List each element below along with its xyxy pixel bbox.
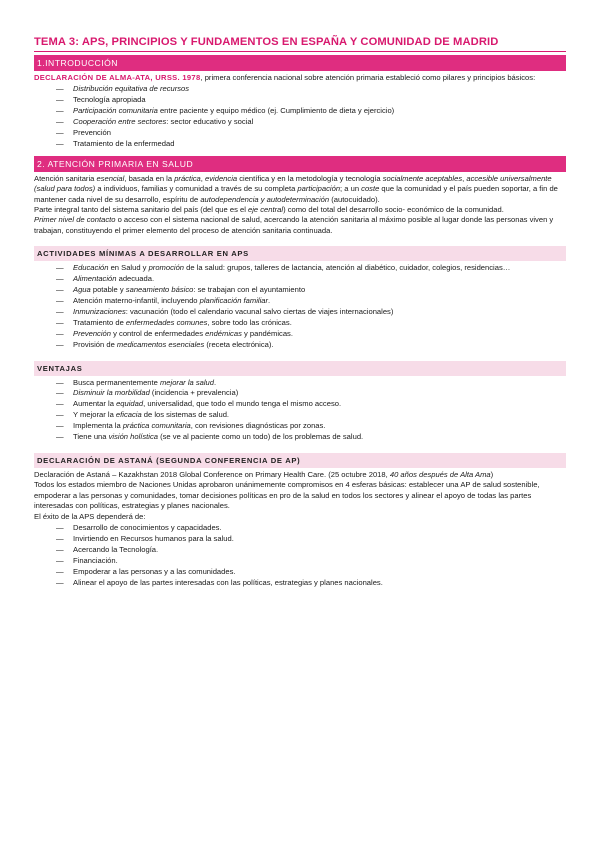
list-item: — Alinear el apoyo de las partes interesadas con las políticas, estrategias y planes nacionales. [56,578,566,589]
list-item: — Tiene una visión holística (se ve al paciente como un todo) de los problemas de salud. [56,432,566,443]
success-factors-list [34,523,566,588]
astana-success-label: El éxito de la APS dependerá de: [34,511,146,521]
list-item: — Tratamiento de la enfermedad [56,139,566,150]
section-heading-actividades: ACTIVIDADES MÍNIMAS A DESARROLLAR EN APS [34,246,566,261]
list-item: — Alimentación adecuada. [56,274,566,285]
list-item: — Tratamiento de enfermedades comunes, sobre todo las crónicas. [56,318,566,329]
list-item: — Y mejorar la eficacia de los sistemas de salud. [56,410,566,421]
aps-definition-paragraph: Atención sanitaria esencial, basada en la práctica, evidencia científica y en la metodología y tecnología socialmente aceptables, accesible universalmente (salud para todos) a individuos, familias y comunidad a través de su completa participación; a un coste que la comunidad y el país pueden soportar, a fin de mantener cada nivel de su desarrollo, espíritu de autodependencia y autodeterminación (autocuidado). [34,173,558,204]
list-item: — Atención materno-infantil, incluyendo planificación familiar. [56,296,566,307]
list-item: — Distribución equitativa de recursos [56,84,566,95]
alma-ata-label: DECLARACIÓN DE ALMA-ATA, URSS. 1978 [34,73,201,82]
list-item: — Implementa la práctica comunitaria, con revisiones diagnósticas por zonas. [56,421,566,432]
list-item: — Cooperación entre sectores: sector educativo y social [56,117,566,128]
astana-commitments-paragraph: Todos los estados miembro de Naciones Unidas aprobaron unánimemente compromisos en 4 esferas básicas: establecer una AP de salud sostenible, empoderar a las personas y comunidades, tomar decisiones políticas en pro de la salud en todos los sectores y alinear el apoyo de todas las partes interesadas con políticas, estrategias y planes nacionales. [34,480,540,511]
integral-part-paragraph: Parte integral tanto del sistema sanitario del país (del que es el eje central) como del total del desarrollo socio- económico de la comunidad. [34,205,504,215]
section-heading-atencion-primaria: 2. ATENCIÓN PRIMARIA EN SALUD [34,156,566,172]
first-contact-paragraph: Primer nivel de contacto o acceso con el sistema nacional de salud, acercando la atención sanitaria al máximo posible al lugar donde las personas viven y trabajan, constituyendo el primer elemento del proceso de atención sanitaria continuada. [34,215,554,235]
alma-ata-text: , primera conferencia nacional sobre atención primaria estableció como pilares y principios básicos: [200,73,536,82]
list-item: — Busca permanentemente mejorar la salud. [56,378,566,389]
list-item: — Participación comunitaria entre paciente y equipo médico (ej. Cumplimiento de dieta y ejercicio) [56,106,566,117]
list-item: — Aumentar la equidad, universalidad, que todo el mundo tenga el mismo acceso. [56,399,566,410]
page-title: TEMA 3: APS, PRINCIPIOS Y FUNDAMENTOS EN ESPAÑA Y COMUNIDAD DE MADRID [34,36,566,52]
list-item: — Educación en Salud y promoción de la salud: grupos, talleres de lactancia, atención al diabético, cuidador, colegios, residencias… [56,263,566,274]
alma-ata-paragraph [34,73,566,83]
list-item: — Acercando la Tecnología. [56,545,566,556]
astana-intro-paragraph: Declaración de Astaná – Kazakhstan 2018 Global Conference on Primary Health Care. (25 octubre 2018, 40 años después de Alta Ama) [34,469,494,479]
section-heading-ventajas: VENTAJAS [34,361,566,376]
list-item: — Tecnología apropiada [56,95,566,106]
list-item: — Invirtiendo en Recursos humanos para la salud. [56,534,566,545]
list-item: — Desarrollo de conocimientos y capacidades. [56,523,566,534]
section-heading-astana: DECLARACIÓN DE ASTANÁ (SEGUNDA CONFERENCIA DE AP) [34,453,566,468]
activities-list [34,263,566,350]
list-item: — Prevención [56,128,566,139]
advantages-list [34,378,566,443]
list-item: — Empoderar a las personas y a las comunidades. [56,567,566,578]
list-item: — Provisión de medicamentos esenciales (receta electrónica). [56,340,566,351]
list-item: — Financiación. [56,556,566,567]
document-page [34,36,566,588]
list-item: — Prevención y control de enfermedades endémicas y pandémicas. [56,329,566,340]
list-item: — Inmunizaciones: vacunación (todo el calendario vacunal salvo ciertas de viajes internacionales) [56,307,566,318]
section-heading-introduccion: 1.INTRODUCCIÓN [34,55,566,71]
list-item: — Agua potable y saneamiento básico: se trabajan con el ayuntamiento [56,285,566,296]
list-item: — Disminuir la morbilidad (incidencia + prevalencia) [56,388,566,399]
principles-list [34,84,566,149]
